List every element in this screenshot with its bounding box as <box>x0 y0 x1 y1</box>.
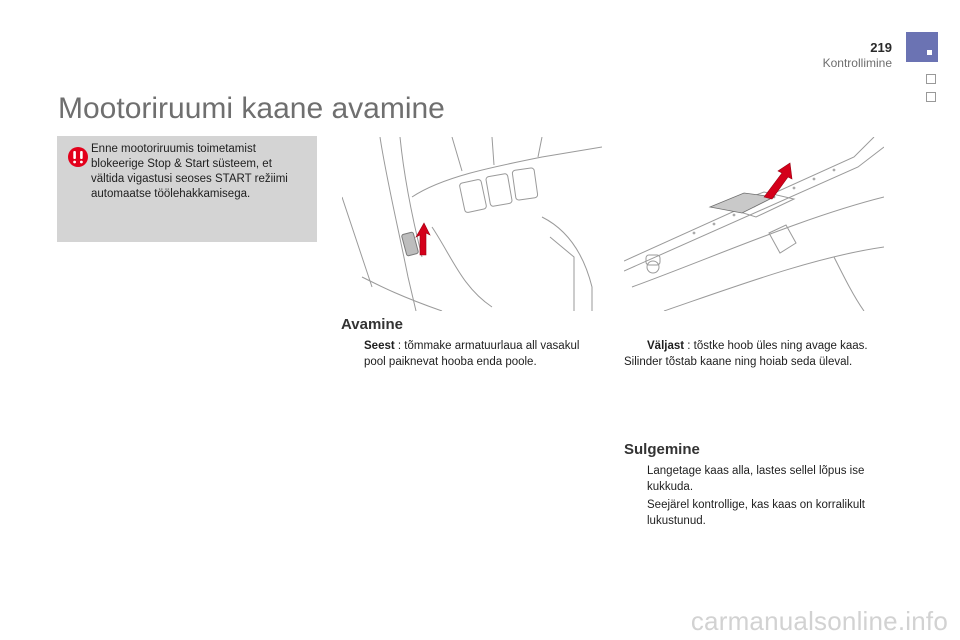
closing-item <box>624 463 890 495</box>
chapter-tab[interactable] <box>906 32 938 62</box>
section-name: Kontrollimine <box>822 56 892 70</box>
opening-outside-item <box>624 338 890 370</box>
tab-marker <box>927 50 932 55</box>
inside-text: : tõmmake armatuurlaua all vasakul pool paiknevat hooba enda poole. <box>364 340 580 368</box>
closing-heading: Sulgemine <box>624 441 700 458</box>
outside-text: : tõstke hoob üles ning avage kaas. <box>684 340 868 352</box>
closing-item <box>624 497 890 529</box>
chapter-tab-empty[interactable] <box>926 74 936 84</box>
warning-text: Enne mootoriruumis toimetamist blokeerige Stop & Start süsteem, et vältida vigastusi seoses START režiimi automaatse töölehakkamisega. <box>91 143 288 200</box>
exterior-lever-illustration <box>624 137 884 311</box>
closing-item-text: Seejärel kontrollige, kas kaas on korralikult lukustunud. <box>647 499 865 527</box>
opening-heading: Avamine <box>341 316 403 333</box>
inside-label: Seest <box>364 340 395 352</box>
outside-label: Väljast <box>647 340 685 352</box>
page-title: Mootoriruumi kaane avamine <box>58 92 445 125</box>
chapter-tab-empty[interactable] <box>926 92 936 102</box>
outside-continuation: Silinder tõstab kaane ning hoiab seda üleval. <box>624 356 853 368</box>
page-number: 219 <box>870 40 892 55</box>
exclamation-icon <box>67 146 89 168</box>
opening-inside-item <box>341 338 603 370</box>
warning-box <box>57 136 317 242</box>
interior-lever-illustration <box>342 137 602 311</box>
closing-item-text: Langetage kaas alla, lastes sellel lõpus ise kukkuda. <box>647 465 865 493</box>
watermark: carmanualsonline.info <box>690 606 948 636</box>
